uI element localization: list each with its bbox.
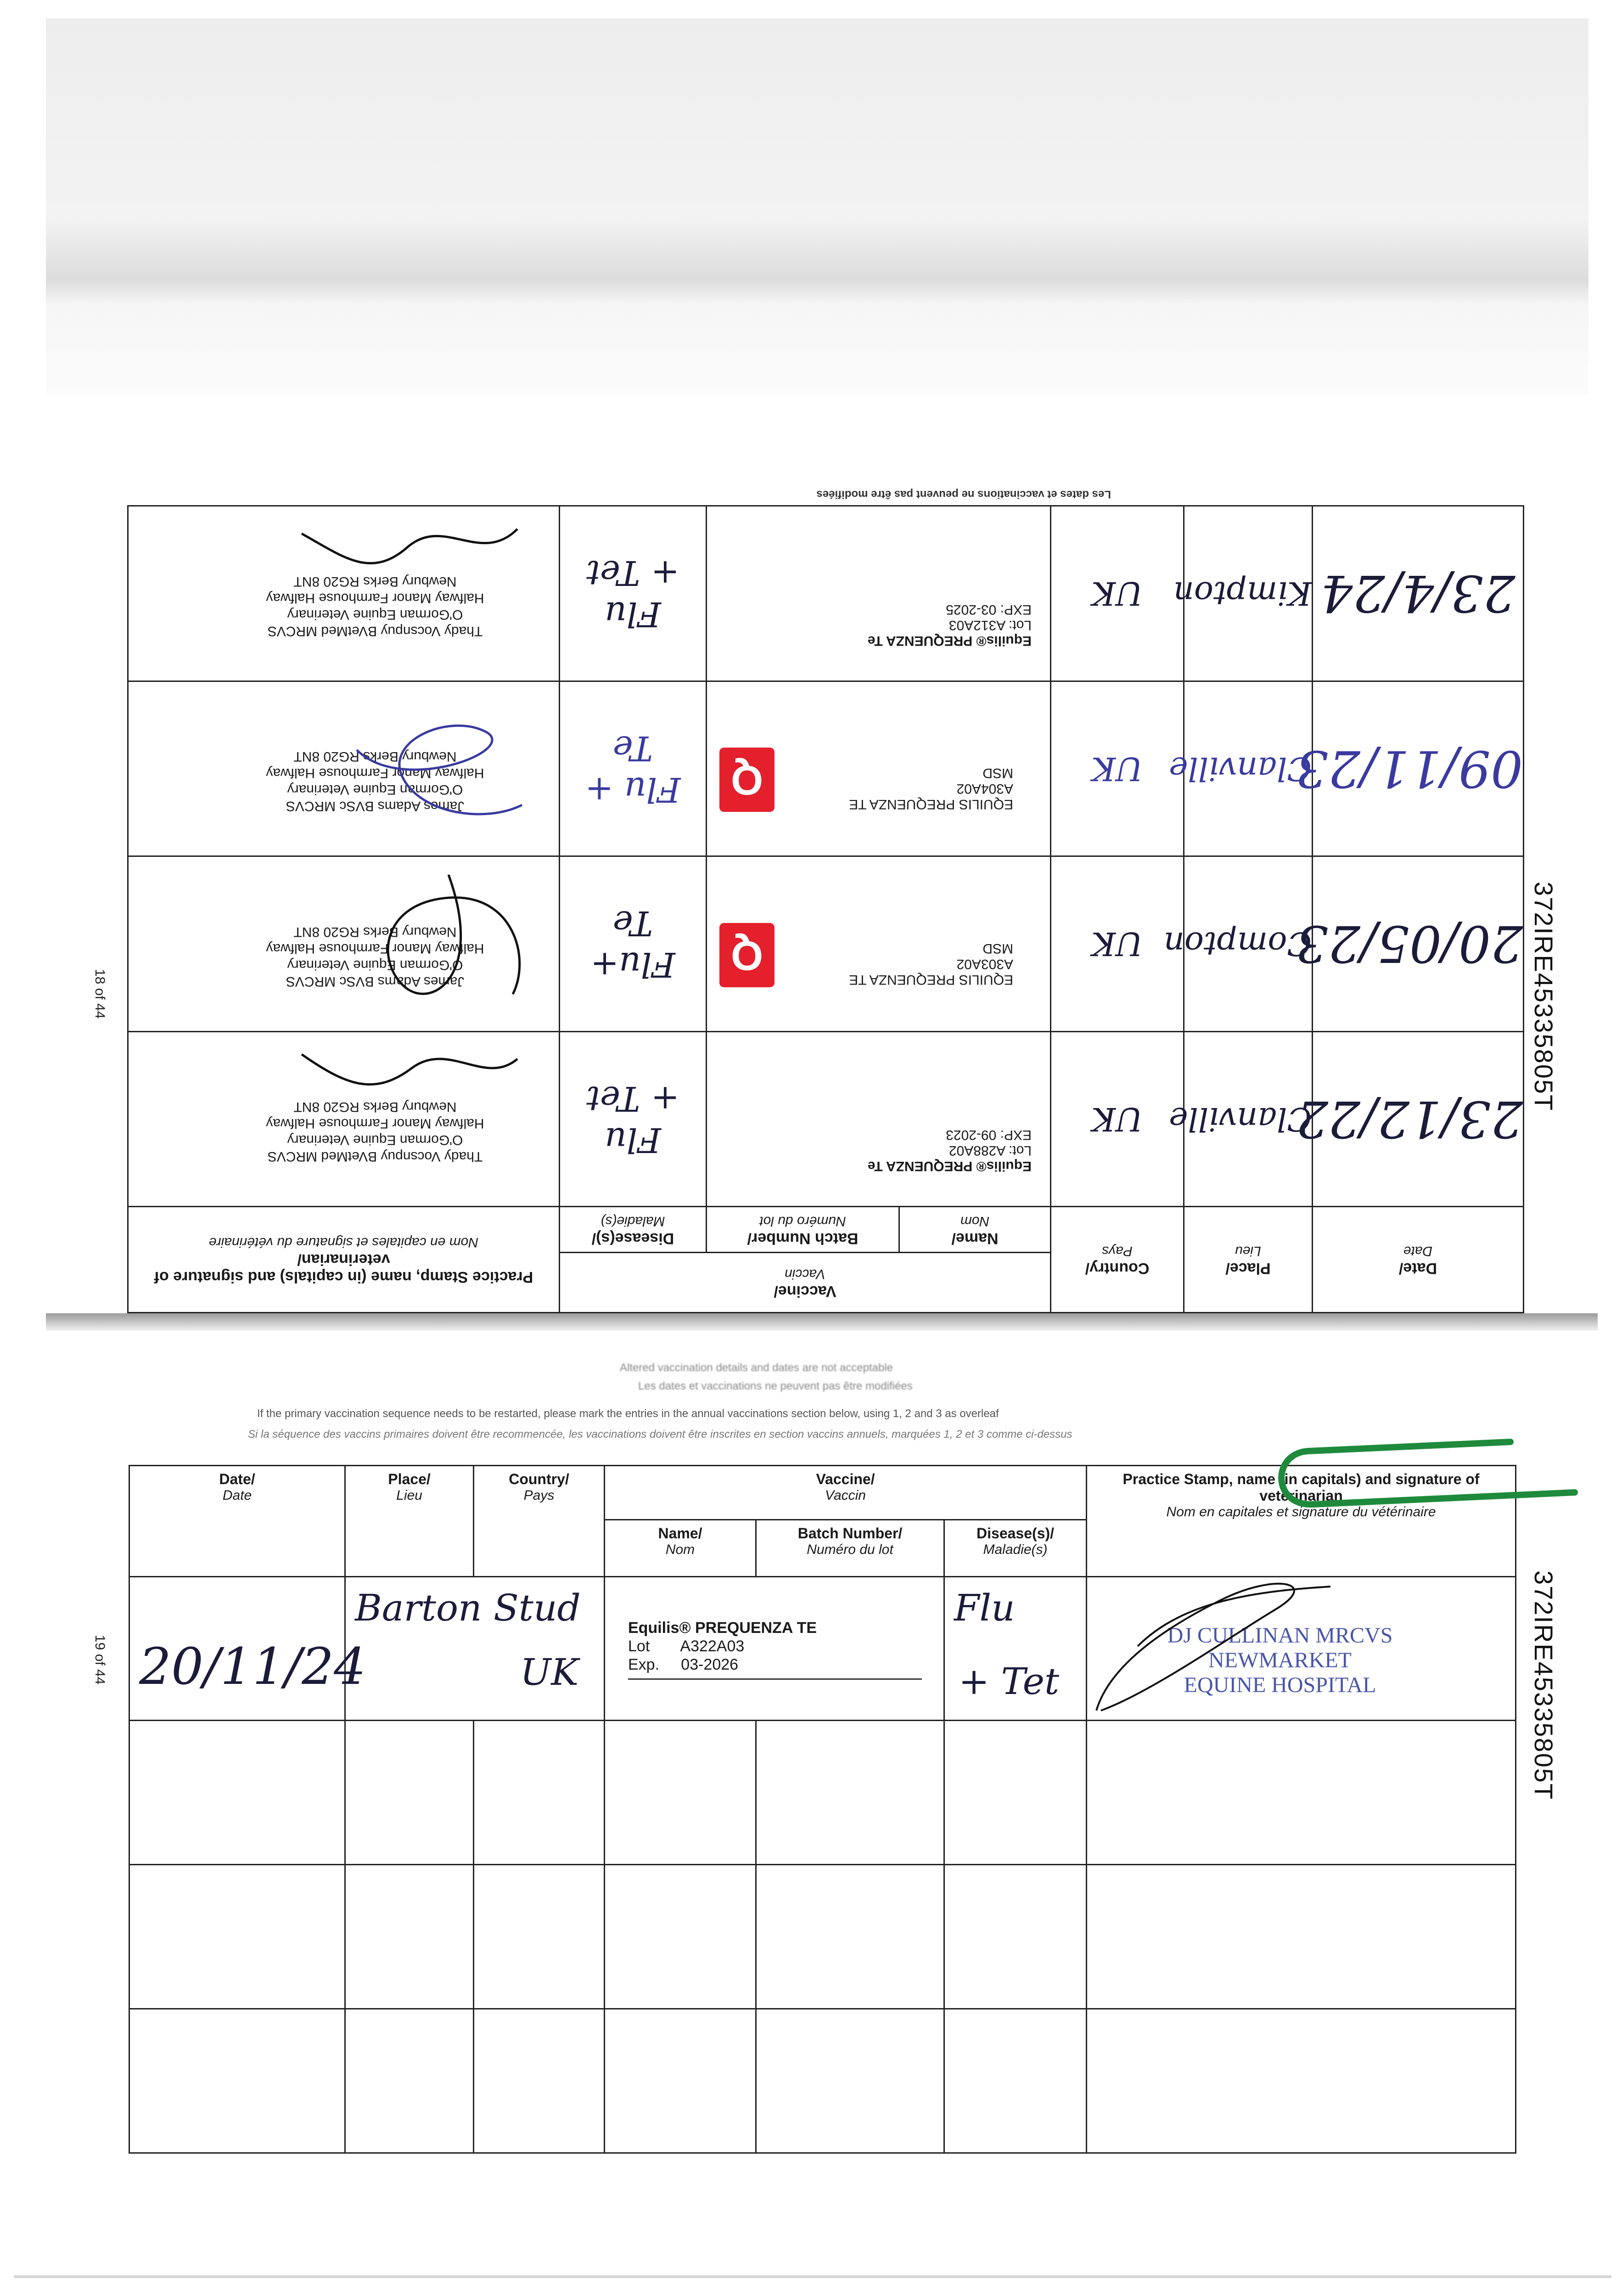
vaccine-label-cell	[707, 506, 1051, 681]
stamp-line: Newbury Berks RG20 8NT	[293, 924, 457, 940]
entry-country: UK	[1051, 506, 1184, 681]
label-lot-label: Lot	[628, 1637, 650, 1655]
entry-disease	[559, 681, 706, 856]
entry-date: 20/05/23	[1313, 856, 1524, 1032]
vaccine-label-sticker	[731, 743, 1013, 812]
header-name: Name/ Nom	[605, 1520, 756, 1576]
label-lot: A303A02	[956, 956, 1013, 972]
stamp-line: Newbury Berks RG20 8NT	[293, 574, 457, 589]
entry-date: 09/11/23	[1313, 681, 1524, 856]
entry-date: 23/4/24	[1313, 506, 1524, 681]
scan-shadow-band	[46, 303, 1588, 395]
vaccine-label-cell	[707, 681, 1051, 856]
label-brand: Equilis® PREQUENZA Te	[867, 633, 1032, 648]
table-row	[129, 1865, 1516, 2009]
header-place: Place/ Lieu	[345, 1466, 474, 1577]
table-row	[129, 2009, 1516, 2153]
entry-disease	[559, 506, 706, 681]
signature-scribble	[292, 511, 522, 570]
label-exp: 03-2026	[681, 1655, 739, 1673]
entry-place: Compton	[1184, 856, 1313, 1032]
disease-line-2: + Tet	[959, 1660, 1060, 1703]
primary-vaccination-table	[127, 505, 1524, 1313]
stamp-line: O'Gorman Equine Veterinary	[287, 607, 463, 622]
header-batch: Batch Number/ Numéro du lot	[756, 1520, 944, 1576]
label-lot-label: Lot:	[1008, 617, 1032, 633]
blurred-note-2: Les dates et vaccinations ne peuvent pas être modifiées	[638, 1380, 913, 1392]
stamp-line: Halfway Manor Farmhouse Halfway	[266, 765, 484, 781]
table-row	[128, 856, 1523, 1032]
label-exp-label: EXP:	[1000, 1127, 1032, 1143]
header-country: Country/ Pays	[1051, 1207, 1184, 1313]
stamp-line: Thady Vocsnpuy BVetMed MRCVS	[267, 623, 483, 639]
header-date: Date/ Date	[129, 1466, 345, 1577]
practice-stamp	[210, 1098, 540, 1165]
disease-line-1: Flu+	[590, 945, 675, 985]
table-row	[128, 506, 1523, 681]
scan-bottom-edge	[14, 2275, 1611, 2278]
practice-stamp	[210, 573, 540, 639]
signature-scribble	[292, 1036, 522, 1096]
annual-vaccination-table	[129, 1465, 1516, 2154]
entry-place: Clanville	[1184, 681, 1313, 856]
header-date: Date/ Date	[1313, 1207, 1524, 1313]
label-maker: MSD	[982, 765, 1013, 781]
entry-country: UK	[1051, 1031, 1184, 1207]
stamp-line: O'Gorman Equine Veterinary	[287, 782, 463, 798]
entry-place: Barton Stud	[355, 1586, 581, 1629]
header-place: Place/ Lieu	[1184, 1207, 1313, 1313]
practice-stamp	[210, 923, 540, 990]
entry-country: UK	[1051, 681, 1184, 856]
header-disease: Disease(s)/ Maladie(s)	[944, 1520, 1087, 1576]
vaccine-label-sticker	[775, 1096, 1032, 1174]
disease-line-1: Flu	[605, 1120, 661, 1159]
label-exp: 09-2023	[946, 1127, 997, 1143]
label-lot: A288A02	[949, 1143, 1006, 1159]
table-row	[129, 1721, 1516, 1865]
side-code-lower: 372IRE45335805T	[1529, 1570, 1558, 1801]
vaccine-label-sticker	[628, 1619, 885, 1680]
side-code-upper: 372IRE45335805T	[1529, 882, 1558, 1112]
stamp-line: Thady Vocsnpuy BVetMed MRCVS	[267, 1149, 483, 1165]
restart-note-en: If the primary vaccination sequence needs to be restarted, please mark the entries in the annual vaccinations section below, using 1, 2 and 3 as overleaf	[257, 1407, 999, 1420]
header-stamp: Practice Stamp, name (in capitals) and signature of veterinarian/ Nom en capitales et signature du vétérinaire	[128, 1207, 559, 1313]
header-row-1	[129, 1466, 1516, 1520]
restart-note-fr: Si la séquence des vaccins primaires doivent être recommencée, les vaccinations doivent être inscrites en section vaccins annuels, marquées 1, 2 et 3 comme ci-dessus	[248, 1428, 1072, 1441]
header-vaccine: Vaccine/ Vaccin	[605, 1466, 1087, 1520]
vaccine-label-sticker	[775, 570, 1032, 648]
entry-place: Kimpton	[1184, 506, 1313, 681]
header-row-1	[128, 1253, 1523, 1313]
disease-line-1: Flu	[954, 1586, 1015, 1629]
stamp-line: James Adams BVSc MRCVS	[286, 974, 465, 989]
header-country: Country/ Pays	[474, 1466, 605, 1577]
entry-place: Clanville	[1184, 1031, 1313, 1207]
vaccine-label-cell	[707, 856, 1051, 1032]
vaccine-label-cell	[605, 1576, 944, 1721]
prequenza-logo-icon: Q	[719, 748, 775, 812]
page-number-upper: 18 of 44	[92, 969, 107, 1019]
practice-stamp	[210, 748, 540, 814]
header-name: Name/ Nom	[899, 1207, 1051, 1253]
stamp-line: O'Gorman Equine Veterinary	[287, 957, 463, 973]
label-exp-label: EXP:	[1000, 602, 1032, 617]
entry-date-cell	[129, 1576, 366, 1721]
disease-line-1: Flu +	[585, 769, 681, 809]
stamp-cell	[128, 681, 559, 856]
stamp-line: EQUINE HOSPITAL	[1184, 1672, 1376, 1697]
stamp-line: NEWMARKET	[1208, 1648, 1352, 1672]
page-fold	[46, 1313, 1598, 1331]
stamp-line: Newbury Berks RG20 8NT	[293, 749, 457, 765]
disease-line-2: + Tet	[586, 1078, 679, 1118]
disease-line-2: Te	[612, 903, 653, 943]
table-row	[128, 681, 1523, 856]
label-brand: Equilis® PREQUENZA Te	[867, 1159, 1032, 1174]
label-lot: A322A03	[680, 1637, 745, 1655]
stamp-line: Halfway Manor Farmhouse Halfway	[266, 590, 484, 606]
entry-disease-cell	[944, 1576, 1087, 1721]
stamp-line: Halfway Manor Farmhouse Halfway	[266, 940, 484, 956]
stamp-cell	[1087, 1576, 1516, 1721]
entry-date: 20/11/24	[139, 1637, 366, 1696]
stamp-line: DJ CULLINAN MRCVS	[1167, 1623, 1393, 1648]
disease-line-2: + Tet	[586, 553, 679, 593]
entry-place-country-cell	[345, 1576, 605, 1721]
entry-disease	[559, 856, 706, 1032]
header-vaccine: Vaccine/ Vaccin	[559, 1253, 1050, 1313]
header-batch: Batch Number/ Numéro du lot	[707, 1207, 899, 1253]
label-brand: EQUILIS PREQUENZA TE	[849, 972, 1013, 987]
vaccine-label-sticker	[731, 918, 1013, 987]
upper-footnote: Les dates et vaccinations ne peuvent pas être modifiées	[816, 488, 1111, 501]
stamp-line: O'Gorman Equine Veterinary	[287, 1132, 463, 1148]
header-stamp: Practice Stamp, name (in capitals) and signature of veterinarian Nom en capitales et signature du vétérinaire	[1087, 1466, 1516, 1577]
label-maker: MSD	[982, 940, 1013, 956]
label-lot: A312A03	[949, 617, 1006, 633]
entry-country: UK	[1051, 856, 1184, 1032]
entry-disease	[559, 1031, 706, 1207]
stamp-cell	[128, 506, 559, 681]
table-row	[129, 1576, 1516, 1721]
stamp-line: Halfway Manor Farmhouse Halfway	[266, 1116, 484, 1131]
entry-date: 23/12/22	[1313, 1031, 1524, 1207]
stamp-cell	[128, 856, 559, 1032]
label-brand: Equilis® PREQUENZA TE	[628, 1619, 817, 1637]
entry-country: UK	[520, 1650, 579, 1694]
label-exp-label: Exp.	[628, 1655, 660, 1673]
practice-stamp	[1138, 1623, 1422, 1698]
stamp-line: James Adams BVSc MRCVS	[286, 799, 465, 814]
label-lot-label: Lot:	[1008, 1143, 1032, 1159]
table-row	[128, 1031, 1523, 1207]
label-exp: 03-2025	[946, 602, 997, 617]
header-disease: Disease(s)/ Maladie(s)	[559, 1207, 706, 1253]
prequenza-logo-icon: Q	[719, 923, 775, 987]
disease-line-2: Te	[612, 728, 653, 768]
upper-page-rotated	[129, 488, 1524, 1313]
vaccine-label-cell	[707, 1031, 1051, 1207]
label-lot: A304A02	[956, 781, 1013, 797]
stamp-line: Newbury Berks RG20 8NT	[293, 1099, 457, 1115]
label-brand: EQUILIS PREQUENZA TE	[849, 797, 1013, 812]
blurred-note-1: Altered vaccination details and dates are not acceptable	[620, 1362, 893, 1374]
disease-line-1: Flu	[605, 594, 661, 634]
scan-shadow-top	[46, 18, 1588, 303]
stamp-cell	[128, 1031, 559, 1207]
page-number-lower: 19 of 44	[92, 1635, 107, 1685]
